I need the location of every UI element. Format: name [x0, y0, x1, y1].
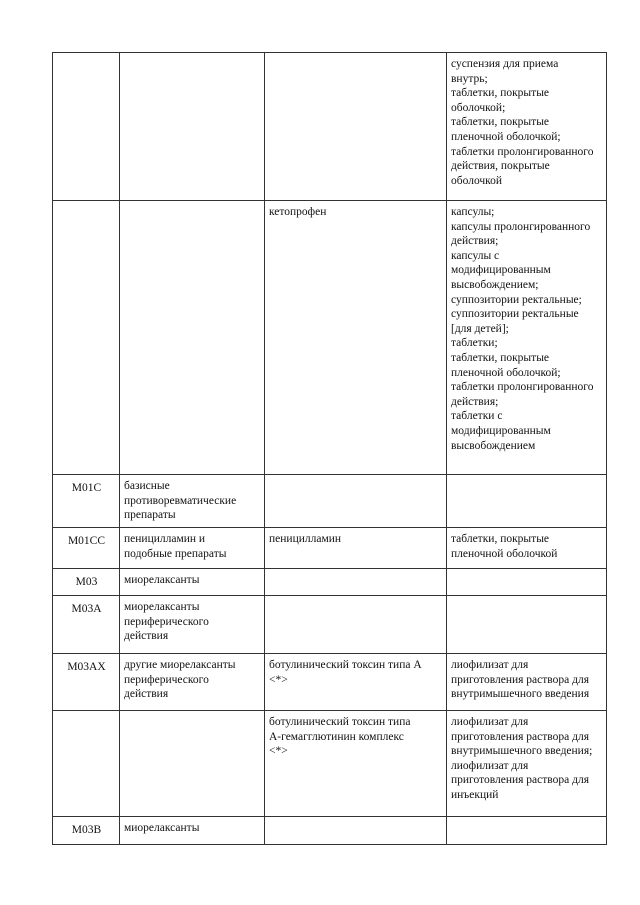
table-row: [53, 596, 607, 654]
table-row: [53, 201, 607, 475]
drug-name-cell: кетопрофен: [265, 201, 447, 475]
drug-name-cell: [265, 569, 447, 596]
dosage-forms-cell: [447, 569, 607, 596]
atc-code-cell: M01C: [53, 475, 120, 528]
group-name-cell: [120, 53, 265, 201]
table-row: [53, 654, 607, 711]
atc-code-cell: [53, 201, 120, 475]
drug-name-cell: [265, 53, 447, 201]
table-row: [53, 528, 607, 569]
group-name-cell: другие миорелаксанты периферического действия: [120, 654, 265, 711]
drug-name-cell: [265, 817, 447, 845]
drug-name-cell: [265, 596, 447, 654]
drug-name-cell: ботулинический токсин типа А <*>: [265, 654, 447, 711]
group-name-cell: миорелаксанты: [120, 569, 265, 596]
atc-code-cell: M03: [53, 569, 120, 596]
dosage-forms-cell: таблетки, покрытые пленочной оболочкой: [447, 528, 607, 569]
atc-code-cell: [53, 711, 120, 817]
table-row: [53, 53, 607, 201]
group-name-cell: миорелаксанты: [120, 817, 265, 845]
table-row: [53, 711, 607, 817]
drug-name-cell: [265, 475, 447, 528]
dosage-forms-cell: лиофилизат для приготовления раствора для внутримышечного введения: [447, 654, 607, 711]
dosage-forms-cell: суспензия для приема внутрь; таблетки, покрытые оболочкой; таблетки, покрытые пленочной оболочкой; таблетки пролонгированного действия, покрытые оболочкой: [447, 53, 607, 201]
group-name-cell: [120, 711, 265, 817]
group-name-cell: базисные противоревматические препараты: [120, 475, 265, 528]
group-name-cell: [120, 201, 265, 475]
group-name-cell: миорелаксанты периферического действия: [120, 596, 265, 654]
dosage-forms-cell: лиофилизат для приготовления раствора для внутримышечного введения; лиофилизат для приготовления раствора для инъекций: [447, 711, 607, 817]
atc-code-cell: M03AX: [53, 654, 120, 711]
table-row: [53, 475, 607, 528]
atc-code-cell: M03A: [53, 596, 120, 654]
group-name-cell: пеницилламин и подобные препараты: [120, 528, 265, 569]
table-row: [53, 569, 607, 596]
dosage-forms-cell: капсулы; капсулы пролонгированного действия; капсулы с модифицированным высвобождением; суппозитории ректальные; суппозитории ректальные [для детей]; таблетки; таблетки, покрытые пленочной оболочкой; таблетки пролонгированного действия; таблетки с модифицированным высвобождением: [447, 201, 607, 475]
drug-name-cell: пеницилламин: [265, 528, 447, 569]
atc-code-cell: M01CC: [53, 528, 120, 569]
table-row: [53, 817, 607, 845]
atc-code-cell: M03B: [53, 817, 120, 845]
dosage-forms-cell: [447, 596, 607, 654]
drug-name-cell: ботулинический токсин типа А-гемагглютинин комплекс <*>: [265, 711, 447, 817]
atc-code-cell: [53, 53, 120, 201]
drug-table: [52, 52, 607, 845]
dosage-forms-cell: [447, 475, 607, 528]
dosage-forms-cell: [447, 817, 607, 845]
